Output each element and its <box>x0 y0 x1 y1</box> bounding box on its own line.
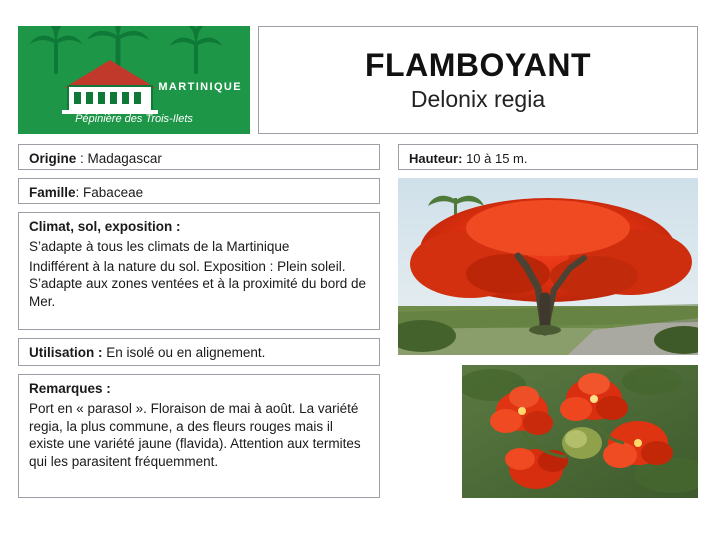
field-famille-value: Fabaceae <box>83 185 144 200</box>
field-hauteur-label: Hauteur: <box>409 151 463 166</box>
title-card <box>258 26 698 134</box>
field-utilisation-label: Utilisation : <box>29 345 103 360</box>
field-origine-separator: : <box>76 151 88 166</box>
field-remarques-value: Port en « parasol ». Floraison de mai à août. La variété regia, la plus commune, a des fleurs rouges mais il existe une variété jaune (flavida). Attention aux termites qui les parasitent fréquemment. <box>29 400 361 470</box>
field-famille-separator: : <box>75 185 84 200</box>
field-utilisation-value: En isolé ou en alignement. <box>102 345 266 360</box>
field-climat-line-1: S’adapte à tous les climats de la Martinique <box>29 238 290 254</box>
flamboyant-tree-photo <box>398 178 698 355</box>
nursery-logo <box>18 26 250 134</box>
field-famille-label: Famille <box>29 185 76 200</box>
field-climat-sol-exposition <box>18 212 380 330</box>
field-climat-line-2: Indifférent à la nature du sol. Exposition : Plein soleil. S’adapte aux zones ventées et à la proximité du bord de Mer. <box>29 258 366 310</box>
logo-caption: Pépinière des Trois-Ilets <box>75 113 193 125</box>
field-remarques <box>18 374 380 498</box>
page-title: FLAMBOYANT <box>364 46 592 83</box>
field-hauteur <box>398 144 698 170</box>
field-climat-label: Climat, sol, exposition : <box>29 219 181 234</box>
field-origine <box>18 144 380 170</box>
flamboyant-flower-photo <box>462 365 698 498</box>
logo-region-label: MARTINIQUE <box>158 81 242 93</box>
field-origine-label: Origine <box>29 151 77 166</box>
field-famille <box>18 178 380 204</box>
field-hauteur-value: 10 à 15 m. <box>462 151 528 166</box>
field-utilisation <box>18 338 380 366</box>
field-remarques-label: Remarques : <box>29 381 111 396</box>
latin-name: Delonix regia <box>410 85 546 112</box>
field-origine-value: Madagascar <box>87 151 162 166</box>
